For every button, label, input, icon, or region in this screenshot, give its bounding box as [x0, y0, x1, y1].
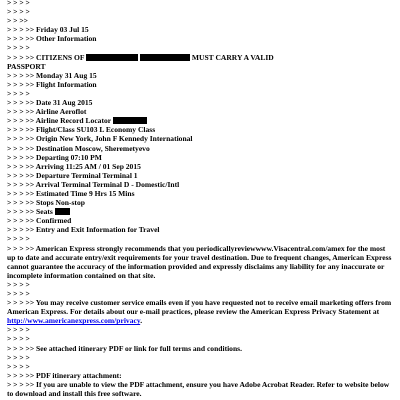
citizens-suffix: MUST CARRY A VALID — [191, 52, 274, 62]
section-heading-other-information: > > > >> Other Information — [7, 34, 97, 44]
quote-line: > > > > — [7, 43, 30, 53]
pdf-instructions-paragraph: > > > >> If you are unable to view the PDF attachment, ensure you have Adobe Acrobat Reader. Refer to website below to download and install this free software. — [7, 379, 390, 399]
flight-departing: > > > >> Departing 07:10 PM — [7, 152, 102, 162]
record-locator-line — [7, 116, 395, 125]
redaction-bar — [55, 208, 70, 215]
pdf-attachment-heading: > > > >> PDF itinerary attachment: — [7, 370, 122, 380]
flight-class: > > > >> Flight/Class SU103 L Economy Class — [7, 125, 156, 135]
period: . — [140, 316, 143, 326]
redaction-bar — [113, 117, 147, 124]
flight-stops: > > > >> Stops Non-stop — [7, 198, 85, 208]
quote-line: > > > > — [7, 361, 30, 371]
quote-line: > > > > — [7, 88, 30, 98]
seats-label: > > > >> Seats — [7, 207, 53, 217]
flight-arriving: > > > >> Arriving 11:25 AM / 01 Sep 2015 — [7, 161, 141, 171]
date-header: > > > >> Friday 03 Jul 15 — [7, 25, 89, 35]
privacy-statement-link[interactable]: http://www.americanexpress.com/privacy — [7, 316, 141, 326]
flight-destination: > > > >> Destination Moscow, Sheremetyevo — [7, 143, 150, 153]
flight-origin: > > > >> Origin New York, John F Kennedy International — [7, 134, 193, 144]
passport-line: PASSPORT — [7, 61, 46, 71]
citizens-line — [7, 53, 395, 62]
redaction-bar — [140, 54, 190, 61]
flight-date-header: > > > >> Monday 31 Aug 15 — [7, 70, 97, 80]
email-body — [7, 0, 395, 398]
seats-line — [7, 207, 395, 216]
email-practices-text: > > > >> You may receive customer service emails even if you have requested not to receive email marketing offers from American Express. For details about our e-mail practices, please review the American Express Privacy Statement at — [7, 298, 392, 317]
quote-line: > > > > — [7, 325, 30, 335]
quote-line: > > > > — [7, 289, 30, 298]
citizens-prefix: > > > >> CITIZENS OF — [7, 52, 85, 62]
estimated-time: > > > >> Estimated Time 9 Hrs 15 Mins — [7, 188, 135, 198]
departure-terminal: > > > >> Departure Terminal Terminal 1 — [7, 170, 138, 180]
arrival-terminal: > > > >> Arrival Terminal Terminal D - Domestic/Intl — [7, 179, 180, 189]
quote-line: > > > > — [7, 0, 30, 7]
section-heading-flight-information: > > > >> Flight Information — [7, 79, 97, 89]
section-heading-entry-exit: > > > >> Entry and Exit Information for Travel — [7, 225, 160, 235]
quote-line: > > > > — [7, 7, 30, 17]
flight-date: > > > >> Date 31 Aug 2015 — [7, 98, 93, 108]
status-confirmed: > > > >> Confirmed — [7, 216, 72, 226]
record-locator-label: > > > >> Airline Record Locator — [7, 116, 111, 126]
see-attached-line: > > > >> See attached itinerary PDF or link for full terms and conditions. — [7, 343, 242, 353]
quote-line: > > > > — [7, 234, 30, 244]
redaction-bar — [86, 54, 138, 61]
quote-line: > > > > — [7, 352, 30, 362]
amex-disclaimer-paragraph: > > > >> American Express strongly recommends that you periodicallyreviewwww.Visacentral.com/amex for the most up to date and accurate entry/exit requirements for your travel destination. Due to frequent changes, American Express cannot guarantee the accuracy of the information provided and expressly disclaims any liability for any inaccurate or incomplete information contained on that site. — [7, 243, 392, 280]
quote-line: > > > > — [7, 279, 30, 289]
flight-airline: > > > >> Airline Aeroflot — [7, 107, 87, 117]
quote-line: > > >> — [7, 16, 28, 26]
email-practices-paragraph — [7, 298, 395, 325]
quote-line: > > > > — [7, 334, 30, 344]
